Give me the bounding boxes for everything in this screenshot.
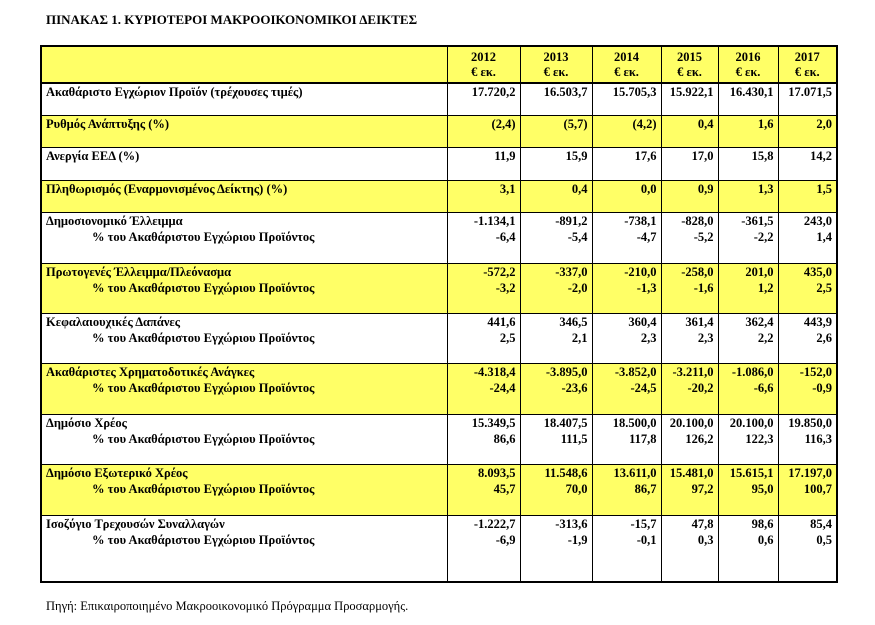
value-cell — [447, 213, 520, 263]
table-row — [41, 116, 837, 148]
percent-value: 2,2 — [757, 330, 774, 345]
value-cell — [718, 213, 778, 263]
value-cell — [778, 116, 837, 148]
value-cell — [447, 83, 520, 115]
value: 0,4 — [571, 181, 588, 196]
value: 361,4 — [685, 314, 714, 329]
percent-value: -4,7 — [636, 230, 657, 245]
value: -15,7 — [630, 516, 657, 531]
value: -572,2 — [483, 264, 516, 279]
value: -152,0 — [799, 365, 832, 380]
value-cell — [718, 364, 778, 414]
indicator-label-cell — [41, 116, 447, 148]
value: 14,2 — [810, 149, 832, 164]
year-label: 2016 — [735, 49, 761, 64]
indicator-sublabel: % του Ακαθάριστου Εγχώριου Προϊόντος — [92, 431, 315, 446]
table-row — [41, 213, 837, 263]
year-label: 2017 — [794, 49, 820, 64]
percent-value: 86,7 — [634, 482, 657, 497]
value-cell — [661, 180, 718, 212]
value: -828,0 — [681, 214, 714, 229]
value: 0,9 — [697, 181, 714, 196]
percent-value: -3,2 — [495, 280, 516, 295]
year-label: 2014 — [614, 49, 639, 64]
indicator-sublabel: % του Ακαθάριστου Εγχώριου Προϊόντος — [92, 230, 315, 245]
value-cell — [718, 263, 778, 313]
value-cell — [592, 414, 661, 464]
value: 16.430,1 — [729, 85, 774, 100]
value: 11,9 — [494, 149, 516, 164]
header-row — [41, 46, 837, 83]
percent-value: -1,6 — [693, 280, 714, 295]
value-cell — [778, 414, 837, 464]
percent-value: 126,2 — [685, 431, 714, 446]
value: 441,6 — [487, 314, 516, 329]
value-cell — [778, 313, 837, 363]
value: 17.197,0 — [788, 466, 832, 481]
value: -1.222,7 — [473, 516, 516, 531]
value: 3,1 — [499, 181, 516, 196]
value: -1.086,0 — [731, 365, 774, 380]
value: -3.895,0 — [545, 365, 588, 380]
percent-value: 1,4 — [816, 230, 832, 245]
value: 435,0 — [803, 264, 832, 279]
value: 17.720,2 — [471, 85, 516, 100]
value: (2,4) — [491, 117, 516, 132]
value-cell — [447, 148, 520, 180]
value-cell — [661, 515, 718, 582]
percent-value: 45,7 — [493, 482, 516, 497]
table-row — [41, 465, 837, 515]
source-note: Πηγή: Επικαιροποιημένο Μακροοικονομικό Πρόγραμμα Προσαρμογής. — [46, 599, 409, 613]
value: -891,2 — [555, 214, 588, 229]
table-row — [41, 148, 837, 180]
value: 0,0 — [640, 181, 657, 196]
value-cell — [592, 263, 661, 313]
value-cell — [447, 263, 520, 313]
value-cell — [447, 364, 520, 414]
table-row — [41, 515, 837, 582]
indicator-label: Ρυθμός Ανάπτυξης (%) — [46, 117, 170, 132]
value-cell — [447, 313, 520, 363]
value: 360,4 — [628, 314, 657, 329]
value-cell — [661, 364, 718, 414]
percent-value: 2,5 — [499, 330, 516, 345]
value: 16.503,7 — [543, 85, 588, 100]
value-cell — [661, 313, 718, 363]
value: (4,2) — [632, 117, 657, 132]
indicator-sublabel: % του Ακαθάριστου Εγχώριου Προϊόντος — [92, 532, 315, 547]
percent-value: -6,4 — [495, 230, 516, 245]
percent-value: -6,6 — [753, 381, 774, 396]
value-cell — [718, 83, 778, 115]
value-cell — [447, 116, 520, 148]
indicator-label-cell — [41, 83, 447, 115]
value: -210,0 — [624, 264, 657, 279]
indicator-label-cell — [41, 180, 447, 212]
value: (5,7) — [563, 117, 588, 132]
indicator-label-cell — [41, 148, 447, 180]
value: 19.850,0 — [788, 415, 832, 430]
value: 15,8 — [751, 149, 774, 164]
value-cell — [718, 414, 778, 464]
value: 47,8 — [691, 516, 714, 531]
indicator-label-cell — [41, 263, 447, 313]
value: -1.134,1 — [473, 214, 516, 229]
value-cell — [718, 313, 778, 363]
table-row — [41, 180, 837, 212]
percent-value: -24,5 — [630, 381, 657, 396]
indicator-label: Πληθωρισμός (Εναρμονισμένος Δείκτης) (%) — [46, 181, 288, 196]
indicator-label: Δημοσιονομικό Έλλειμμα — [46, 214, 183, 229]
year-label: 2015 — [677, 49, 702, 64]
indicator-label-cell — [41, 364, 447, 414]
indicator-sublabel: % του Ακαθάριστου Εγχώριου Προϊόντος — [92, 330, 315, 345]
unit-label: € εκ. — [677, 64, 702, 79]
value: 362,4 — [745, 314, 774, 329]
indicator-label-cell — [41, 213, 447, 263]
value-cell — [778, 364, 837, 414]
table-title: ΠΙΝΑΚΑΣ 1. ΚΥΡΙΟΤΕΡΟΙ ΜΑΚΡΟΟΙΚΟΝΟΜΙΚΟΙ ΔΕΙΚΤΕΣ — [46, 12, 418, 27]
value-cell — [520, 414, 592, 464]
year-header — [661, 46, 718, 83]
value: 20.100,0 — [729, 415, 774, 430]
value-cell — [661, 414, 718, 464]
value-cell — [592, 313, 661, 363]
table-row — [41, 414, 837, 464]
percent-value: 0,6 — [757, 532, 774, 547]
year-label: 2012 — [471, 49, 496, 64]
year-header — [778, 46, 837, 83]
value-cell — [447, 515, 520, 582]
percent-value: 0,3 — [697, 532, 714, 547]
percent-value: 100,7 — [803, 482, 832, 497]
value: -337,0 — [555, 264, 588, 279]
unit-label: € εκ. — [543, 64, 569, 79]
value: 443,9 — [803, 314, 832, 329]
indicator-label: Κεφαλαιουχικές Δαπάνες — [46, 314, 181, 329]
value-cell — [661, 83, 718, 115]
table-row — [41, 83, 837, 115]
indicator-sublabel: % του Ακαθάριστου Εγχώριου Προϊόντος — [92, 482, 315, 497]
value: 85,4 — [810, 516, 832, 531]
value-cell — [520, 213, 592, 263]
year-header — [520, 46, 592, 83]
value: 98,6 — [751, 516, 774, 531]
indicator-label-cell — [41, 465, 447, 515]
value: 20.100,0 — [669, 415, 714, 430]
value-cell — [718, 116, 778, 148]
value: 243,0 — [803, 214, 832, 229]
value-cell — [778, 263, 837, 313]
indicator-sublabel: % του Ακαθάριστου Εγχώριου Προϊόντος — [92, 381, 315, 396]
indicator-label: Πρωτογενές Έλλειμμα/Πλεόνασμα — [46, 264, 232, 279]
value-cell — [718, 148, 778, 180]
value: 15,9 — [565, 149, 588, 164]
value: -258,0 — [681, 264, 714, 279]
value-cell — [592, 515, 661, 582]
year-header — [447, 46, 520, 83]
indicator-label-cell — [41, 515, 447, 582]
percent-value: 122,3 — [745, 431, 774, 446]
value: -3.852,0 — [614, 365, 657, 380]
value-cell — [778, 148, 837, 180]
value-cell — [447, 414, 520, 464]
unit-label: € εκ. — [471, 64, 496, 79]
value: -738,1 — [624, 214, 657, 229]
value-cell — [447, 465, 520, 515]
value-cell — [520, 515, 592, 582]
percent-value: -1,9 — [567, 532, 588, 547]
value: 346,5 — [559, 314, 588, 329]
header-blank-cell — [41, 46, 447, 83]
table-row — [41, 313, 837, 363]
indicator-label: Ακαθάριστο Εγχώριον Προϊόν (τρέχουσες τιμές) — [46, 85, 303, 100]
percent-value: -5,2 — [693, 230, 714, 245]
percent-value: 111,5 — [560, 431, 588, 446]
percent-value: -0,9 — [812, 381, 832, 396]
value: 15.705,3 — [612, 85, 657, 100]
table-row — [41, 263, 837, 313]
macro-indicators-table — [40, 45, 838, 583]
indicator-sublabel: % του Ακαθάριστου Εγχώριου Προϊόντος — [92, 280, 315, 295]
value-cell — [592, 364, 661, 414]
percent-value: -2,0 — [567, 280, 588, 295]
percent-value: 70,0 — [565, 482, 588, 497]
indicator-label-cell — [41, 414, 447, 464]
value: 2,0 — [816, 117, 832, 132]
unit-label: € εκ. — [794, 64, 820, 79]
year-header — [592, 46, 661, 83]
value-cell — [778, 180, 837, 212]
percent-value: 86,6 — [493, 431, 516, 446]
percent-value: 2,6 — [816, 330, 832, 345]
indicator-label: Ακαθάριστες Χρηματοδοτικές Ανάγκες — [46, 365, 255, 380]
value-cell — [447, 180, 520, 212]
value-cell — [592, 180, 661, 212]
value: -4.318,4 — [473, 365, 516, 380]
value: 1,6 — [757, 117, 774, 132]
value: 11.548,6 — [544, 466, 588, 481]
percent-value: -23,6 — [561, 381, 588, 396]
value-cell — [778, 213, 837, 263]
percent-value: 2,3 — [697, 330, 714, 345]
unit-label: € εκ. — [614, 64, 639, 79]
value: 1,3 — [757, 181, 774, 196]
value-cell — [520, 465, 592, 515]
percent-value: -1,3 — [636, 280, 657, 295]
value: 17,6 — [634, 149, 657, 164]
percent-value: 97,2 — [691, 482, 714, 497]
value-cell — [592, 465, 661, 515]
value-cell — [520, 180, 592, 212]
value-cell — [520, 83, 592, 115]
value-cell — [778, 83, 837, 115]
indicator-label: Ανεργία ΕΕΔ (%) — [46, 149, 140, 164]
value-cell — [592, 148, 661, 180]
value: 15.922,1 — [669, 85, 714, 100]
value-cell — [592, 213, 661, 263]
value: 8.093,5 — [478, 466, 516, 481]
table-row — [41, 364, 837, 414]
indicator-label-cell — [41, 313, 447, 363]
value: -361,5 — [741, 214, 774, 229]
percent-value: 116,3 — [804, 431, 832, 446]
value: 1,5 — [816, 181, 832, 196]
value-cell — [718, 465, 778, 515]
percent-value: 2,1 — [571, 330, 588, 345]
unit-label: € εκ. — [735, 64, 761, 79]
percent-value: -5,4 — [567, 230, 588, 245]
value-cell — [661, 116, 718, 148]
value: 18.500,0 — [612, 415, 657, 430]
percent-value: -0,1 — [636, 532, 657, 547]
percent-value: 2,3 — [640, 330, 657, 345]
value: 201,0 — [745, 264, 774, 279]
value-cell — [661, 213, 718, 263]
value-cell — [661, 263, 718, 313]
value: 15.481,0 — [669, 466, 714, 481]
indicator-label: Ισοζύγιο Τρεχουσών Συναλλαγών — [46, 516, 225, 531]
year-label: 2013 — [543, 49, 569, 64]
value: 18.407,5 — [543, 415, 588, 430]
value-cell — [520, 313, 592, 363]
value-cell — [592, 83, 661, 115]
value-cell — [520, 116, 592, 148]
year-header — [718, 46, 778, 83]
value: 17,0 — [691, 149, 714, 164]
percent-value: -2,2 — [753, 230, 774, 245]
value-cell — [592, 116, 661, 148]
value: 13.611,0 — [613, 466, 657, 481]
percent-value: 0,5 — [816, 532, 832, 547]
percent-value: -6,9 — [495, 532, 516, 547]
value-cell — [520, 364, 592, 414]
value-cell — [661, 148, 718, 180]
value: -313,6 — [555, 516, 588, 531]
indicator-label: Δημόσιο Χρέος — [46, 415, 127, 430]
value-cell — [718, 180, 778, 212]
value: 17.071,5 — [788, 85, 832, 100]
value-cell — [520, 263, 592, 313]
value: 15.615,1 — [729, 466, 774, 481]
value-cell — [778, 515, 837, 582]
value: -3.211,0 — [672, 365, 714, 380]
value-cell — [778, 465, 837, 515]
value-cell — [661, 465, 718, 515]
value: 15.349,5 — [471, 415, 516, 430]
value-cell — [718, 515, 778, 582]
percent-value: -20,2 — [687, 381, 714, 396]
value-cell — [520, 148, 592, 180]
percent-value: -24,4 — [489, 381, 516, 396]
percent-value: 117,8 — [629, 431, 657, 446]
percent-value: 1,2 — [757, 280, 774, 295]
indicator-label: Δημόσιο Εξωτερικό Χρέος — [46, 466, 188, 481]
value: 0,4 — [697, 117, 714, 132]
percent-value: 2,5 — [816, 280, 832, 295]
percent-value: 95,0 — [751, 482, 774, 497]
